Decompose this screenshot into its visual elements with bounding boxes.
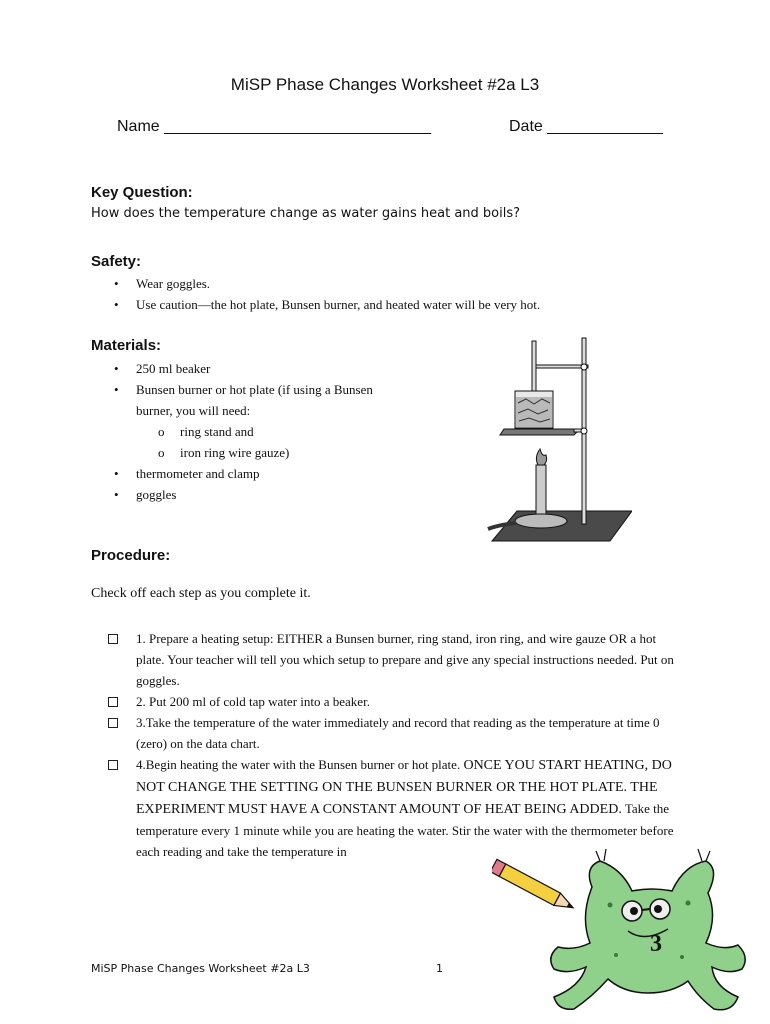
material-item: • 250 ml beaker xyxy=(112,358,392,379)
footer-title: MiSP Phase Changes Worksheet #2a L3 xyxy=(91,962,310,975)
procedure-step xyxy=(108,754,678,862)
material-sublist xyxy=(136,421,392,463)
step-checkbox[interactable] xyxy=(108,634,118,644)
material-item: • thermometer and clamp xyxy=(112,463,392,484)
step-text: Take the temperature every 1 minute while you are heating the water. Stir the water with the thermometer before each reading and take the temperature in xyxy=(136,801,674,859)
step-warning-text: ONCE YOU START HEATING, DO NOT CHANGE THE SETTING ON THE BUNSEN BURNER OR THE HOT PLATE. THE EXPERIMENT MUST HAVE A CONSTANT AMOUNT OF HEAT BEING ADDED. xyxy=(136,758,672,817)
date-field-line: Date _____________ xyxy=(509,118,663,135)
bunsen-burner-ring-stand-illustration xyxy=(482,333,632,548)
material-item-text: Bunsen burner or hot plate (if using a Bunsen burner, you will need: xyxy=(136,382,373,418)
page-number: 1 xyxy=(436,962,443,975)
step-text: 3.Take the temperature of the water immediately and record that reading as the temperature at time 0 (zero) on the data chart. xyxy=(136,715,660,751)
procedure-heading: Procedure: xyxy=(91,547,171,564)
materials-list xyxy=(112,358,392,505)
name-field-line: Name ______________________________ xyxy=(117,118,432,135)
materials-heading: Materials: xyxy=(91,337,162,354)
step-checkbox[interactable] xyxy=(108,718,118,728)
step-text: 2. Put 200 ml of cold tap water into a beaker. xyxy=(136,694,370,709)
step-text: 4.Begin heating the water with the Bunsen burner or hot plate. xyxy=(136,757,464,772)
step-checkbox[interactable] xyxy=(108,697,118,707)
step-checkbox[interactable] xyxy=(108,760,118,770)
material-subitem: o iron ring wire gauze) xyxy=(136,442,392,463)
key-question-text: How does the temperature change as water gains heat and boils? xyxy=(91,206,521,221)
procedure-step xyxy=(108,628,678,691)
procedure-steps xyxy=(108,628,678,862)
material-item xyxy=(112,379,392,463)
material-subitem: o ring stand and xyxy=(136,421,392,442)
material-item: • goggles xyxy=(112,484,392,505)
procedure-step xyxy=(108,691,678,712)
safety-item: • Wear goggles. xyxy=(112,273,672,294)
frog-mascot-illustration xyxy=(492,847,762,1024)
page-title: MiSP Phase Changes Worksheet #2a L3 xyxy=(230,75,540,94)
key-question-heading: Key Question: xyxy=(91,184,193,201)
pencil-icon xyxy=(492,859,576,914)
safety-list xyxy=(112,273,672,315)
procedure-intro: Check off each step as you complete it. xyxy=(91,586,311,601)
step-text: 1. Prepare a heating setup: EITHER a Bunsen burner, ring stand, iron ring, and wire gauze OR a hot plate. Your teacher will tell you which setup to prepare and give any special instructions needed. Put on goggles. xyxy=(136,631,674,688)
procedure-step xyxy=(108,712,678,754)
mascot-number: 3 xyxy=(650,931,662,957)
safety-heading: Safety: xyxy=(91,253,142,270)
safety-item: • Use caution—the hot plate, Bunsen burner, and heated water will be very hot. xyxy=(112,294,672,315)
